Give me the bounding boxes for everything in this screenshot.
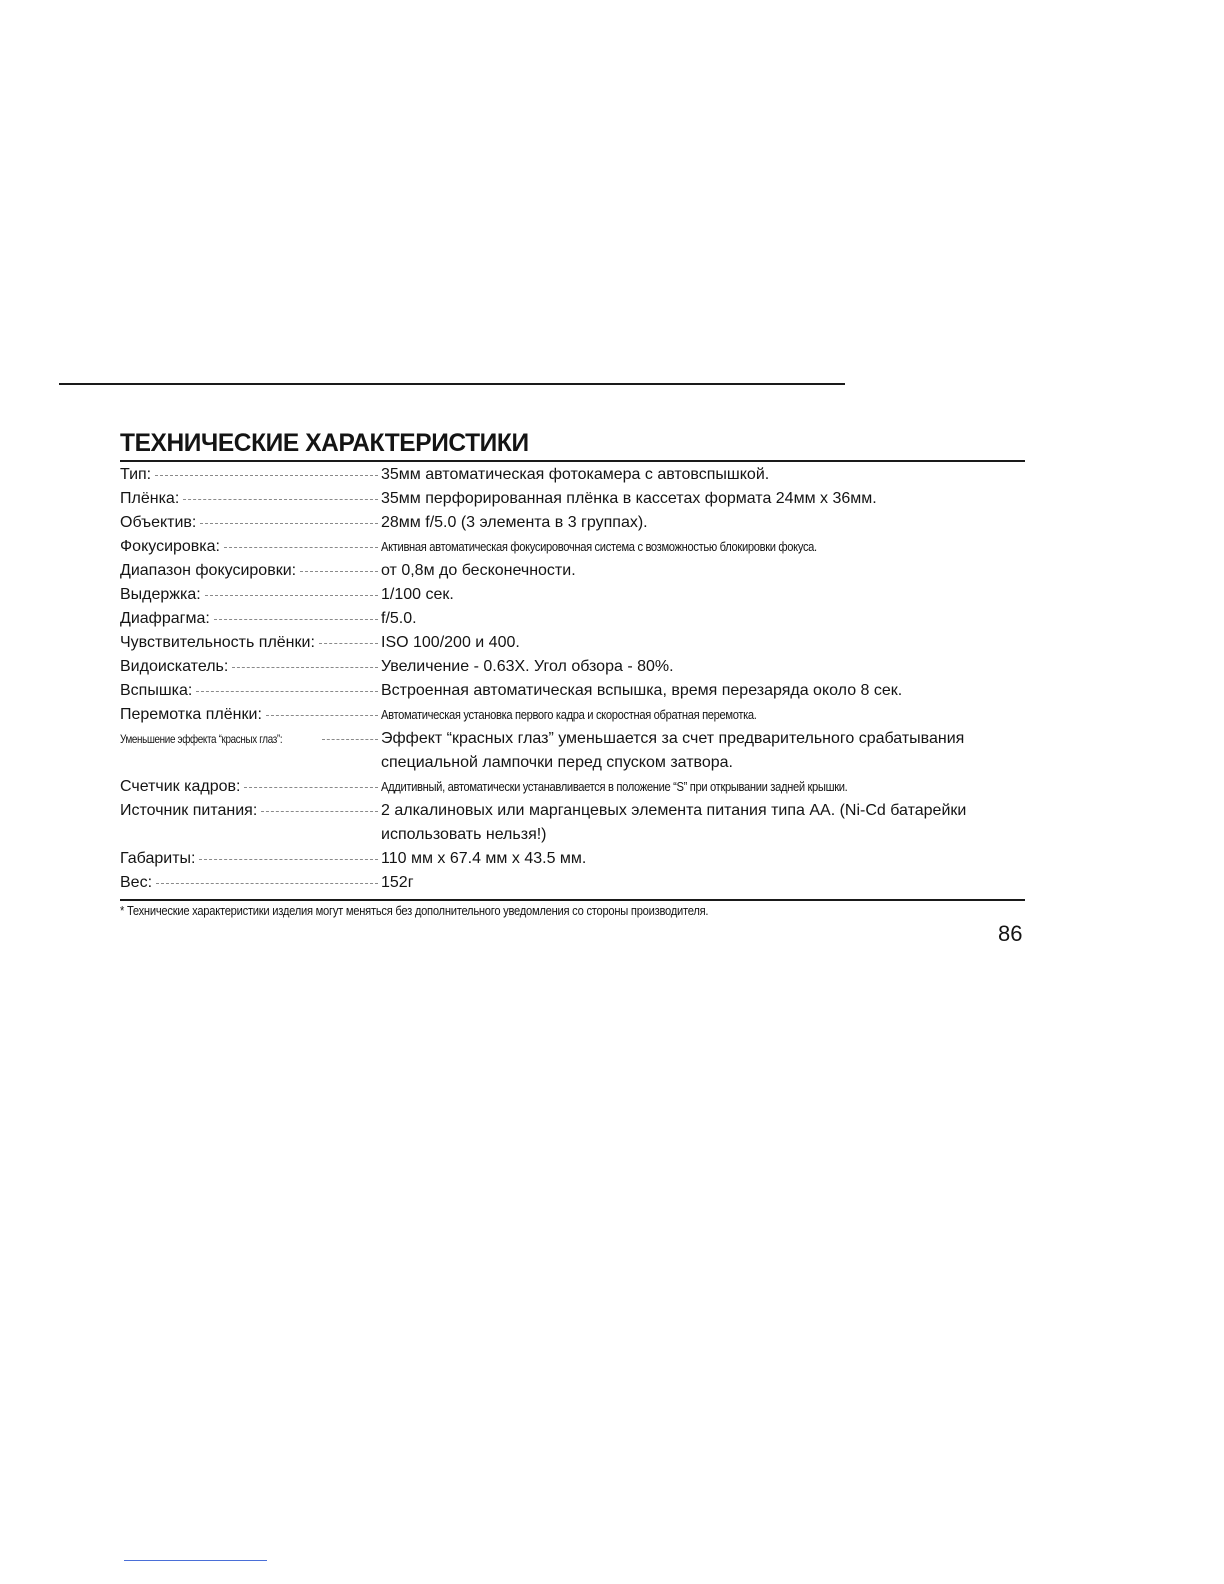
spec-row-viewfinder xyxy=(120,655,1025,679)
spec-row-type xyxy=(120,463,1025,487)
leader-line xyxy=(244,787,378,788)
leader-line xyxy=(155,475,378,476)
leader-line xyxy=(196,691,378,692)
spec-row-frame-counter xyxy=(120,775,1025,799)
leader-line xyxy=(183,499,378,500)
spec-label: Габариты: xyxy=(120,850,196,867)
spec-row-shutter xyxy=(120,583,1025,607)
spec-row-focusing xyxy=(120,535,1025,559)
leader-line xyxy=(322,739,378,740)
spec-label: Тип: xyxy=(120,466,152,483)
specifications-section xyxy=(120,428,1025,920)
page-number: 86 xyxy=(998,921,1023,946)
spec-value: 1/100 сек. xyxy=(381,586,454,603)
spec-value: Аддитивный, автоматически устанавливается в положение “S” при открывании задней крышки. xyxy=(381,779,848,794)
spec-row-lens xyxy=(120,511,1025,535)
spec-value: f/5.0. xyxy=(381,610,417,627)
spec-value: от 0,8м до бесконечности. xyxy=(381,562,576,579)
spec-label: Диафрагма: xyxy=(120,610,210,627)
spec-value: Активная автоматическая фокусировочная система с возможностью блокировки фокуса. xyxy=(381,539,817,554)
spec-label: Диапазон фокусировки: xyxy=(120,562,297,579)
top-rule xyxy=(59,383,845,385)
spec-value: 110 мм х 67.4 мм х 43.5 мм. xyxy=(381,850,587,867)
leader-line xyxy=(261,811,378,812)
spec-label: Перемотка плёнки: xyxy=(120,706,262,723)
spec-label: Счетчик кадров: xyxy=(120,778,241,795)
spec-value: Автоматическая установка первого кадра и скоростная обратная перемотка. xyxy=(381,707,757,722)
spec-row-flash xyxy=(120,679,1025,703)
bottom-rule xyxy=(120,899,1025,901)
spec-row-focus-range xyxy=(120,559,1025,583)
leader-line xyxy=(224,547,378,548)
leader-line xyxy=(156,883,378,884)
spec-label: Источник питания: xyxy=(120,802,258,819)
spec-row-red-eye xyxy=(120,727,1025,775)
spec-label: Уменьшение эффекта “красных глаз”: xyxy=(120,732,283,746)
bottom-underline xyxy=(124,1560,267,1561)
leader-line xyxy=(199,859,378,860)
spec-value: 35мм автоматическая фотокамера с автовспышкой. xyxy=(381,466,770,483)
spec-value: Встроенная автоматическая вспышка, время перезаряда около 8 сек. xyxy=(381,682,903,699)
spec-value: 2 алкалиновых или марганцевых элемента питания типа АА. (Ni-Cd батарейки использовать нельзя!) xyxy=(381,802,967,843)
spec-row-film-advance xyxy=(120,703,1025,727)
spec-label: Вспышка: xyxy=(120,682,193,699)
spec-list xyxy=(120,463,1025,895)
spec-row-film xyxy=(120,487,1025,511)
spec-label: Фокусировка: xyxy=(120,538,220,555)
spec-row-weight xyxy=(120,871,1025,895)
spec-row-power-source xyxy=(120,799,1025,847)
leader-line xyxy=(214,619,378,620)
spec-value: 35мм перфорированная плёнка в кассетах формата 24мм х 36мм. xyxy=(381,490,877,507)
spec-label: Вес: xyxy=(120,874,153,891)
title-rule xyxy=(120,460,1025,462)
spec-label: Чувствительность плёнки: xyxy=(120,634,315,651)
spec-row-film-speed xyxy=(120,631,1025,655)
spec-label: Выдержка: xyxy=(120,586,201,603)
spec-value: 152г xyxy=(381,874,414,891)
leader-line xyxy=(300,571,378,572)
leader-line xyxy=(205,595,378,596)
spec-value: 28мм f/5.0 (3 элемента в 3 группах). xyxy=(381,514,648,531)
spec-label: Видоискатель: xyxy=(120,658,229,675)
page-title: ТЕХНИЧЕСКИЕ ХАРАКТЕРИСТИКИ xyxy=(120,429,529,457)
leader-line xyxy=(319,643,378,644)
spec-value: Эффект “красных глаз” уменьшается за счет предварительного срабатывания специальной лампочки перед спуском затвора. xyxy=(381,730,965,771)
spec-value: Увеличение - 0.63X. Угол обзора - 80%. xyxy=(381,658,674,675)
footnote: * Технические характеристики изделия могут меняться без дополнительного уведомления со стороны производителя. xyxy=(120,903,709,918)
leader-line xyxy=(200,523,378,524)
spec-label: Объектив: xyxy=(120,514,197,531)
spec-row-dimensions xyxy=(120,847,1025,871)
spec-row-aperture xyxy=(120,607,1025,631)
leader-line xyxy=(232,667,378,668)
leader-line xyxy=(266,715,378,716)
spec-label: Плёнка: xyxy=(120,490,180,507)
spec-value: ISO 100/200 и 400. xyxy=(381,634,520,651)
